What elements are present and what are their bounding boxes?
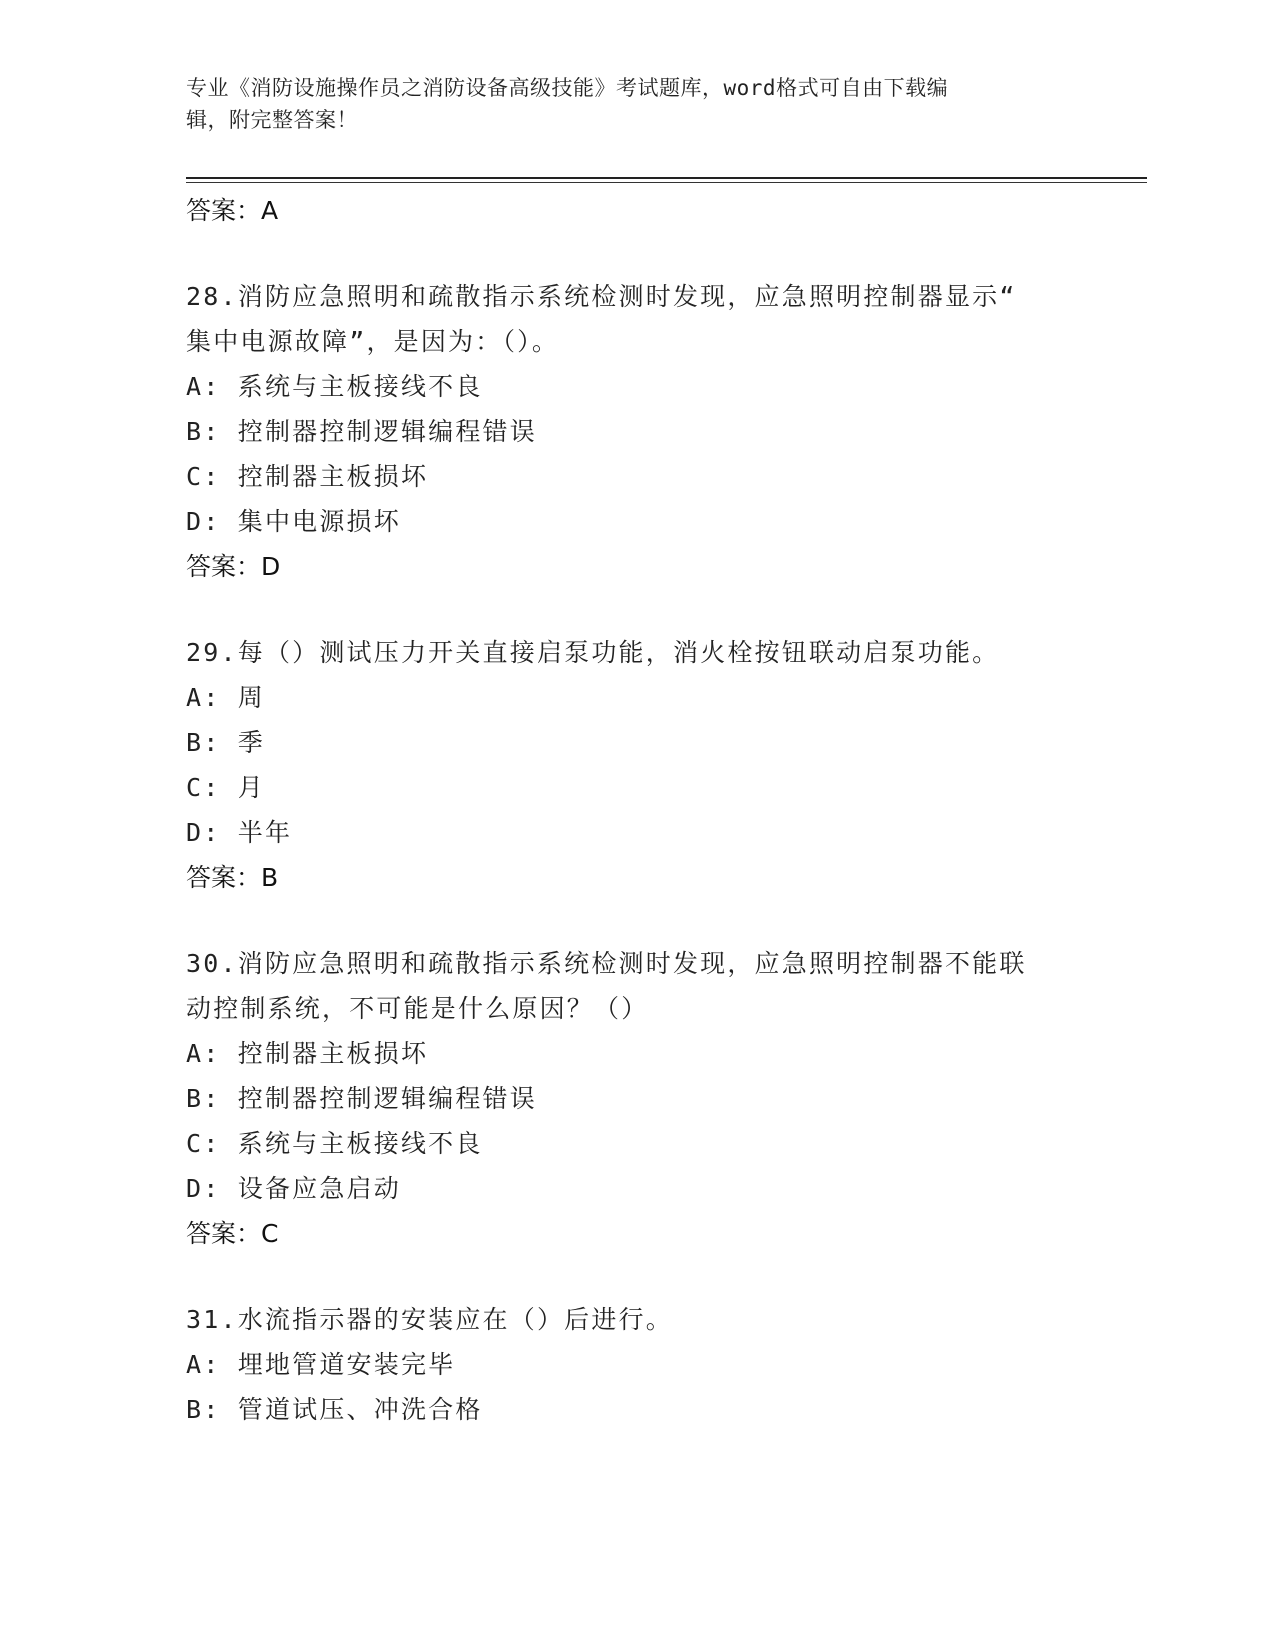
option-a: A: 系统与主板接线不良 bbox=[186, 372, 483, 401]
question-28 bbox=[186, 274, 1086, 589]
answer: 答案：B bbox=[186, 863, 279, 892]
question-list bbox=[186, 188, 1086, 1432]
option-a: A: 埋地管道安装完毕 bbox=[186, 1350, 456, 1379]
option-b: B: 控制器控制逻辑编程错误 bbox=[186, 1084, 537, 1113]
document-header bbox=[186, 72, 1066, 136]
option-c: C: 系统与主板接线不良 bbox=[186, 1129, 483, 1158]
option-d: D: 半年 bbox=[186, 818, 293, 847]
question-31 bbox=[186, 1297, 1086, 1432]
header-line-2: 辑，附完整答案！ bbox=[186, 108, 358, 132]
question-text-line-2: 动控制系统，不可能是什么原因？（） bbox=[186, 994, 649, 1023]
option-a: A: 控制器主板损坏 bbox=[186, 1039, 429, 1068]
option-a: A: 周 bbox=[186, 683, 265, 712]
answer: 答案：C bbox=[186, 1219, 279, 1248]
answer: 答案：D bbox=[186, 552, 281, 581]
question-text-line-1: 31.水流指示器的安装应在（）后进行。 bbox=[186, 1305, 673, 1334]
previous-answer: 答案：A bbox=[186, 196, 279, 225]
question-text-line-1: 29.每（）测试压力开关直接启泵功能，消火栓按钮联动启泵功能。 bbox=[186, 638, 1000, 667]
option-c: C: 控制器主板损坏 bbox=[186, 462, 429, 491]
option-d: D: 设备应急启动 bbox=[186, 1174, 401, 1203]
option-b: B: 管道试压、冲洗合格 bbox=[186, 1395, 483, 1424]
header-line-1: 专业《消防设施操作员之消防设备高级技能》考试题库，word格式可自由下载编 bbox=[186, 76, 949, 100]
question-text-line-2: 集中电源故障”，是因为：（）。 bbox=[186, 327, 560, 356]
option-c: C: 月 bbox=[186, 773, 265, 802]
question-30 bbox=[186, 941, 1086, 1256]
option-b: B: 季 bbox=[186, 728, 265, 757]
question-text-line-1: 30.消防应急照明和疏散指示系统检测时发现，应急照明控制器不能联 bbox=[186, 949, 1027, 978]
question-29 bbox=[186, 630, 1086, 900]
option-b: B: 控制器控制逻辑编程错误 bbox=[186, 417, 537, 446]
option-d: D: 集中电源损坏 bbox=[186, 507, 401, 536]
header-divider-thin bbox=[186, 182, 1147, 183]
header-divider-thick bbox=[186, 177, 1147, 179]
question-text-line-1: 28.消防应急照明和疏散指示系统检测时发现，应急照明控制器显示“ bbox=[186, 282, 1017, 311]
